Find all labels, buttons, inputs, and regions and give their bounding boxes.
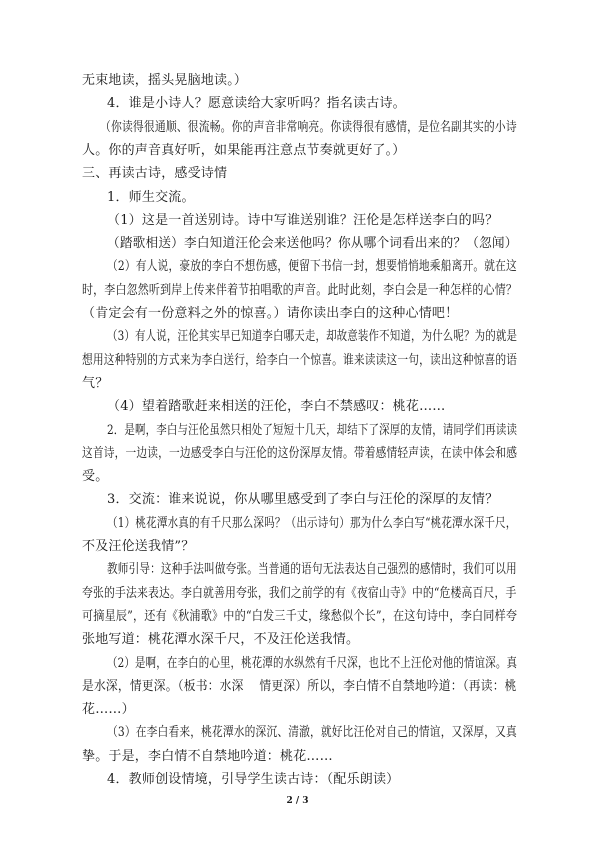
text-line: 3．交流：谁来说说，你从哪里感受到了李白与汪伦的深厚的友情？ [107,492,499,507]
text-line: 可摘星辰”，还有《秋浦歌》中的“白发三千丈，缘愁似个长”，在这句诗中，李白同样夸 [82,609,518,624]
text-line: 人。你的声音真好听，如果能再注意点节奏就更好了。） [82,143,406,158]
text-line: （踏歌相送）李白知道汪伦会来送他吗？你从哪个词看出来的？（忽闻） [107,236,518,251]
text-line: （你读得很通顺、很流畅。你的声音非常响亮。你读得很有感情，是位名副其实的小诗 [100,120,517,135]
text-line: （1）这是一首送别诗。诗中写谁送别谁？汪伦是怎样送李白的吗？ [107,213,499,228]
text-line: （1）桃花潭水真的有千尺那么深吗？（出示诗句）那为什么李白写“桃花潭水深千尺， [107,516,517,531]
section-heading: 三、再读古诗，感受诗情 [82,166,228,181]
text-line: 花……） [82,702,135,717]
text-line: （肯定会有一份意料之外的惊喜。）请你读出李白的这种心情吧！ [82,306,459,321]
text-line: 4．谁是小诗人？愿意读给大家听吗？指名读古诗。 [107,96,406,111]
text-line: 受。 [82,469,109,484]
text-line: 2．是啊，李白与汪伦虽然只相处了短短十几天，却结下了深厚的友情，请同学们再读读 [107,423,518,438]
text-line: （3）在李白看来，桃花潭水的深沉、清澈，就好比汪伦对自己的情谊，又深厚，又真 [107,725,517,740]
text-line: 是水深，情更深。（板书：水深 情更深）所以，李白情不自禁地吟道：（再读：桃 [82,679,517,694]
page-number: 2 / 3 [286,796,309,806]
text-line: 想用这种特别的方式来为李白送行，给李白一个惊喜。谁来读读这一句，读出这种惊喜的语 [82,353,518,368]
text-line: 教师引导：这种手法叫做夸张。当普通的语句无法表达自己强烈的感情时，我们可以用 [107,562,517,577]
text-line: 时，李白忽然听到岸上传来伴着节拍唱歌的声音。此时此刻，李白会是一种怎样的心情？ [82,283,518,298]
text-line: （4）望着踏歌赶来相送的汪伦，李白不禁感叹：桃花…… [107,399,446,414]
text-line: （2）是啊，在李白的心里，桃花潭的水纵然有千尺深，也比不上汪伦对他的情谊深。真 [107,656,518,671]
text-line: 夸张的手法来表达。李白就善用夸张，我们之前学的有《夜宿山寺》中的“危楼高百尺，手 [82,586,517,601]
text-line: 张地写道：桃花潭水深千尺，不及汪伦送我情。 [82,632,360,647]
text-line: 4．教师创设情境，引导学生读古诗：（配乐朗读） [107,772,400,787]
text-line: 无束地读，摇头晃脑地读。） [82,73,248,88]
text-line: 气？ [82,376,109,391]
text-line: 这首诗，一边读，一边感受李白与汪伦的这份深厚友情。带着感情轻声读，在读中体会和感 [82,446,518,461]
text-line: 挚。于是，李白情不自禁地吟道：桃花…… [82,749,333,764]
text-line: 不及汪伦送我情”？ [82,539,195,554]
text-line: （2）有人说，豪放的李白不想伤感，便留下书信一封，想要悄悄地乘船离开。就在这 [107,259,517,274]
text-line: （3）有人说，汪伦其实早已知道李白哪天走，却故意装作不知道，为什么呢？为的就是 [107,329,518,344]
text-line: 1．师生交流。 [107,190,195,205]
